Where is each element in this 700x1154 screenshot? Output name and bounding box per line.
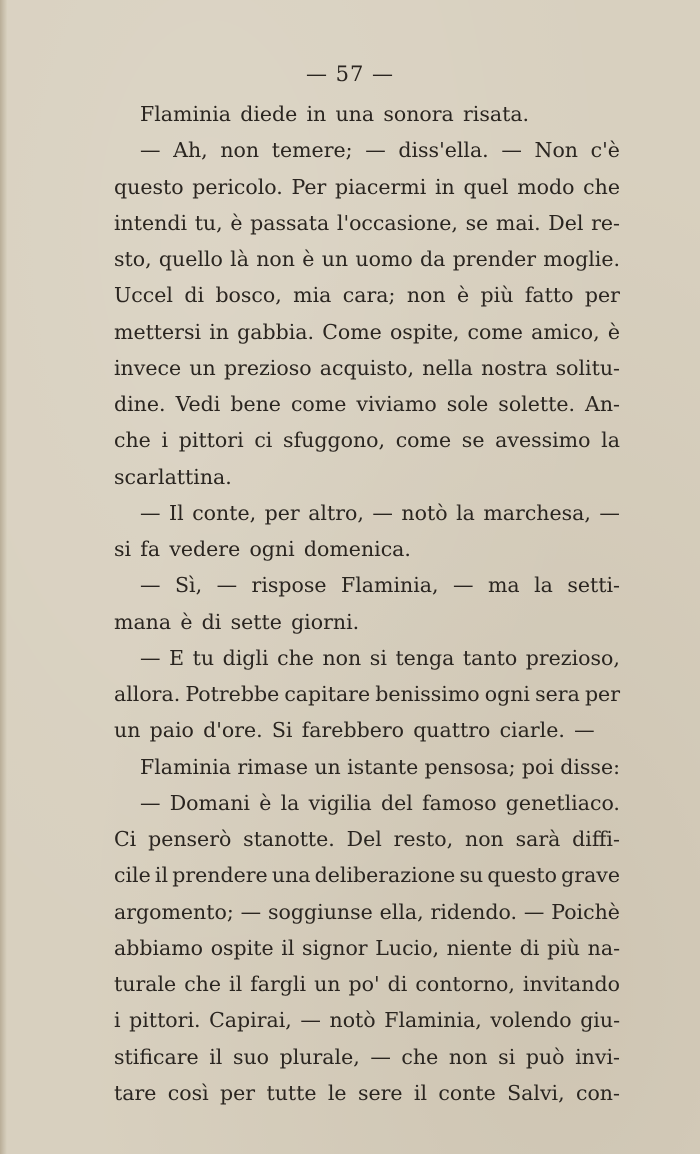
word: Ah, bbox=[173, 138, 208, 163]
word: gabbia. bbox=[237, 319, 315, 344]
word: tutte bbox=[266, 1080, 317, 1105]
word: stificare bbox=[114, 1044, 199, 1069]
word: — bbox=[240, 899, 262, 924]
word: che bbox=[114, 428, 151, 453]
word: sarà bbox=[515, 827, 561, 851]
text-line bbox=[114, 676, 620, 712]
word: è bbox=[607, 319, 620, 344]
word: c'è bbox=[590, 138, 620, 163]
word: tanto bbox=[462, 645, 518, 670]
word: conte bbox=[438, 1080, 496, 1105]
word: Flaminia, bbox=[341, 573, 439, 598]
text-line bbox=[114, 205, 620, 241]
word: giu- bbox=[580, 1008, 620, 1033]
word: pittori. bbox=[129, 1008, 201, 1033]
page-number: — 57 — bbox=[305, 62, 395, 86]
text-line bbox=[114, 1039, 620, 1075]
word: Salvi, bbox=[507, 1080, 565, 1105]
word: sto, bbox=[114, 247, 152, 271]
text-line bbox=[114, 1002, 620, 1038]
page-spine-edge bbox=[0, 0, 7, 1154]
text-line bbox=[114, 241, 620, 277]
word: ma bbox=[487, 573, 520, 598]
word: più bbox=[547, 935, 580, 960]
word: Capirai, bbox=[209, 1008, 292, 1033]
word: l'occasione, bbox=[336, 210, 458, 235]
word: il bbox=[281, 935, 295, 960]
word: Del bbox=[548, 210, 584, 235]
word: diffi- bbox=[572, 827, 620, 851]
word: sfuggono, bbox=[283, 428, 386, 453]
word: Ci bbox=[114, 827, 137, 851]
word: stanotte. bbox=[243, 827, 335, 851]
word: — bbox=[140, 573, 161, 598]
text-line bbox=[114, 531, 620, 567]
word: un bbox=[314, 972, 341, 996]
word: Per bbox=[291, 174, 327, 199]
word: mia bbox=[293, 283, 332, 308]
word: — bbox=[501, 138, 522, 163]
word: — bbox=[365, 138, 386, 163]
word: sonora bbox=[383, 102, 454, 126]
word: istante bbox=[347, 754, 419, 779]
word: risata. bbox=[463, 102, 530, 126]
word: setti- bbox=[567, 573, 620, 598]
word: temere; bbox=[271, 138, 353, 163]
word: — bbox=[140, 138, 161, 163]
word: la bbox=[280, 790, 300, 815]
word: na- bbox=[587, 935, 620, 960]
word: tu, bbox=[194, 210, 223, 235]
word: il bbox=[229, 972, 243, 996]
word: solette. bbox=[498, 392, 575, 416]
word: rimase bbox=[237, 754, 308, 779]
word: le bbox=[327, 1080, 347, 1105]
word: non bbox=[256, 247, 295, 271]
word: genetliaco. bbox=[505, 790, 620, 815]
text-line bbox=[114, 857, 620, 893]
word: sere bbox=[357, 1080, 403, 1105]
word: cile bbox=[114, 863, 151, 888]
word: Uccel bbox=[114, 283, 173, 308]
word: — bbox=[140, 645, 161, 670]
word: deliberazione bbox=[314, 863, 456, 888]
word: più bbox=[480, 283, 514, 308]
text-line bbox=[114, 821, 620, 857]
word: si bbox=[114, 537, 132, 561]
word: — bbox=[370, 1044, 391, 1069]
word: quel bbox=[463, 174, 509, 199]
word: fatto bbox=[524, 283, 574, 308]
word: là bbox=[230, 247, 249, 271]
word: amico, bbox=[531, 319, 600, 344]
text-line bbox=[114, 1075, 620, 1111]
text-line bbox=[114, 277, 620, 313]
word: ospite bbox=[210, 935, 274, 960]
word: questo bbox=[114, 174, 184, 199]
text-line bbox=[114, 749, 620, 785]
word: tenga bbox=[395, 645, 455, 670]
word: che bbox=[277, 645, 314, 670]
word: piacermi bbox=[334, 174, 427, 199]
word: quattro bbox=[413, 718, 491, 743]
word: Domani bbox=[169, 790, 250, 815]
word: notò bbox=[329, 1008, 376, 1033]
word: An- bbox=[585, 392, 620, 416]
word: prezioso bbox=[223, 355, 312, 380]
word: ciarle. bbox=[499, 718, 565, 743]
word: bene bbox=[230, 392, 281, 416]
word: resto, bbox=[393, 827, 454, 851]
word: — bbox=[599, 500, 620, 525]
text-line bbox=[114, 567, 620, 603]
word: diss'ella. bbox=[398, 138, 489, 163]
word: non bbox=[220, 138, 260, 163]
word: digli bbox=[222, 645, 269, 670]
word: bosco, bbox=[215, 283, 282, 308]
word: si bbox=[498, 1044, 516, 1069]
word: diede bbox=[240, 102, 298, 126]
word: una bbox=[271, 863, 311, 888]
word: ridendo. bbox=[430, 899, 517, 924]
word: la bbox=[456, 500, 475, 525]
word: turale bbox=[114, 972, 177, 996]
word: da bbox=[420, 247, 446, 271]
word: fa bbox=[140, 537, 161, 561]
word: abbiamo bbox=[114, 935, 204, 960]
word: plurale, bbox=[279, 1044, 360, 1069]
word: — bbox=[452, 573, 474, 598]
word: solitu- bbox=[555, 355, 620, 380]
word: di bbox=[201, 609, 222, 634]
word: non bbox=[322, 645, 362, 670]
word: po' bbox=[348, 972, 380, 996]
word: vigilia bbox=[308, 790, 372, 815]
word: altro, bbox=[308, 500, 364, 525]
word: — bbox=[300, 1008, 321, 1033]
word: la bbox=[601, 428, 620, 453]
word: Flaminia bbox=[140, 754, 231, 779]
word: mettersi bbox=[114, 319, 202, 344]
word: — bbox=[574, 718, 595, 743]
word: giorni. bbox=[291, 609, 360, 634]
word: questo bbox=[487, 863, 557, 888]
word: — bbox=[140, 790, 161, 815]
word: ella, bbox=[379, 899, 424, 924]
text-line bbox=[114, 894, 620, 930]
word: è bbox=[259, 790, 272, 815]
word: paio bbox=[149, 718, 194, 743]
word: che bbox=[184, 972, 222, 996]
word: — bbox=[140, 500, 161, 525]
word: allora. bbox=[114, 682, 181, 706]
word: come bbox=[395, 428, 452, 453]
text-line bbox=[114, 350, 620, 386]
word: — bbox=[216, 573, 238, 598]
word: moglie. bbox=[543, 247, 620, 271]
word: nostra bbox=[481, 355, 548, 380]
word: famoso bbox=[422, 790, 497, 815]
word: se bbox=[461, 428, 485, 453]
text-line bbox=[114, 930, 620, 966]
word: passata bbox=[250, 210, 330, 235]
word: Poichè bbox=[551, 899, 620, 924]
word: così bbox=[167, 1080, 209, 1105]
word: i bbox=[161, 428, 169, 453]
word: marchesa, bbox=[483, 500, 591, 525]
word: Flaminia, bbox=[384, 1008, 482, 1033]
word: è bbox=[457, 283, 470, 308]
word: Potrebbe bbox=[185, 682, 280, 706]
word: domenica. bbox=[303, 537, 411, 561]
word: penserò bbox=[148, 827, 232, 851]
word: sole bbox=[446, 392, 489, 416]
word: soggiunse bbox=[268, 899, 373, 924]
word: è bbox=[180, 609, 193, 634]
word: poi bbox=[521, 754, 554, 779]
word: avessimo bbox=[495, 428, 591, 453]
word: il bbox=[413, 1080, 428, 1105]
text-line bbox=[114, 640, 620, 676]
word: Vedi bbox=[175, 392, 221, 416]
word: di bbox=[184, 283, 205, 308]
word: è bbox=[302, 247, 315, 271]
word: scarlattina. bbox=[114, 464, 232, 489]
word: Si bbox=[271, 718, 293, 743]
body-text bbox=[114, 96, 620, 1111]
word: invece bbox=[114, 355, 182, 380]
word: fargli bbox=[250, 972, 307, 996]
text-line bbox=[114, 966, 620, 1002]
word: come bbox=[467, 319, 523, 344]
word: un bbox=[314, 754, 341, 779]
word: con- bbox=[575, 1080, 620, 1105]
word: modo bbox=[517, 174, 575, 199]
text-line bbox=[114, 495, 620, 531]
word: un bbox=[189, 355, 216, 380]
word: uomo bbox=[355, 247, 413, 271]
word: del bbox=[381, 790, 413, 815]
word: argomento; bbox=[114, 899, 234, 924]
word: Come bbox=[322, 319, 382, 344]
word: non bbox=[406, 283, 446, 308]
word: per bbox=[220, 1080, 256, 1105]
word: che bbox=[583, 174, 620, 199]
word: Lucio, bbox=[375, 935, 439, 960]
word: in bbox=[435, 174, 455, 199]
word: il bbox=[154, 863, 169, 888]
word: — bbox=[523, 899, 545, 924]
word: mana bbox=[114, 609, 172, 634]
text-line bbox=[114, 314, 620, 350]
word: signor bbox=[302, 935, 368, 960]
word: quello bbox=[158, 247, 223, 271]
word: non bbox=[448, 1044, 488, 1069]
word: cara; bbox=[342, 283, 396, 308]
word: suo bbox=[232, 1044, 270, 1069]
word: disse: bbox=[560, 754, 620, 779]
word: prezioso, bbox=[525, 645, 620, 670]
word: per bbox=[584, 682, 620, 706]
word: la bbox=[534, 573, 553, 598]
word: ci bbox=[254, 428, 273, 453]
word: Sì, bbox=[174, 573, 203, 598]
word: non bbox=[465, 827, 504, 851]
word: farebbero bbox=[301, 718, 404, 743]
text-line bbox=[114, 386, 620, 422]
word: ogni bbox=[249, 537, 295, 561]
text-line bbox=[114, 422, 620, 458]
word: grave bbox=[561, 863, 620, 888]
word: intendi bbox=[114, 210, 188, 235]
word: conte, bbox=[192, 500, 257, 525]
text-line bbox=[114, 132, 620, 168]
word: acquisto, bbox=[319, 355, 414, 380]
word: rispose bbox=[251, 573, 327, 598]
word: dine. bbox=[114, 392, 166, 416]
word: sera bbox=[535, 682, 580, 706]
word: sette bbox=[230, 609, 282, 634]
word: pericolo. bbox=[192, 174, 283, 199]
word: prendere bbox=[172, 863, 268, 888]
word: tu bbox=[192, 645, 215, 670]
word: viviamo bbox=[356, 392, 437, 416]
text-line bbox=[114, 712, 620, 748]
word: re- bbox=[591, 210, 620, 235]
word: d'ore. bbox=[203, 718, 263, 743]
word: può bbox=[525, 1044, 565, 1069]
word: in bbox=[306, 102, 327, 126]
word: su bbox=[459, 863, 484, 888]
word: capitare bbox=[284, 682, 371, 706]
word: pensosa; bbox=[424, 754, 516, 779]
word: per bbox=[264, 500, 300, 525]
word: tare bbox=[114, 1080, 157, 1105]
word: ospite, bbox=[389, 319, 460, 344]
word: E bbox=[169, 645, 185, 670]
word: prender bbox=[452, 247, 536, 271]
word: nella bbox=[422, 355, 473, 380]
word: notò bbox=[401, 500, 448, 525]
word: mai. bbox=[495, 210, 541, 235]
word: che bbox=[401, 1044, 439, 1069]
word: Non bbox=[534, 138, 578, 163]
word: di bbox=[387, 972, 408, 996]
word: invi- bbox=[575, 1044, 620, 1069]
word: i bbox=[114, 1008, 121, 1033]
word: di bbox=[519, 935, 540, 960]
word: contorno, bbox=[415, 972, 515, 996]
word: invitando bbox=[522, 972, 620, 996]
word: volendo bbox=[490, 1008, 572, 1033]
word: il bbox=[209, 1044, 223, 1069]
word: niente bbox=[446, 935, 513, 960]
word: Il bbox=[169, 500, 184, 525]
word: ogni bbox=[484, 682, 530, 706]
text-line bbox=[114, 604, 620, 640]
word: è bbox=[230, 210, 243, 235]
word: un bbox=[114, 718, 141, 743]
text-line bbox=[114, 785, 620, 821]
text-line bbox=[114, 96, 620, 132]
word: si bbox=[369, 645, 387, 670]
word: una bbox=[335, 102, 375, 126]
word: Del bbox=[346, 827, 382, 851]
word: se bbox=[465, 210, 489, 235]
word: Flaminia bbox=[140, 102, 231, 126]
word: per bbox=[584, 283, 620, 308]
word: vedere bbox=[169, 537, 241, 561]
text-line bbox=[114, 169, 620, 205]
word: un bbox=[321, 247, 349, 271]
word: come bbox=[290, 392, 347, 416]
word: benissimo bbox=[375, 682, 480, 706]
word: pittori bbox=[178, 428, 244, 453]
word: in bbox=[209, 319, 229, 344]
text-line bbox=[114, 459, 620, 495]
word: — bbox=[372, 500, 393, 525]
